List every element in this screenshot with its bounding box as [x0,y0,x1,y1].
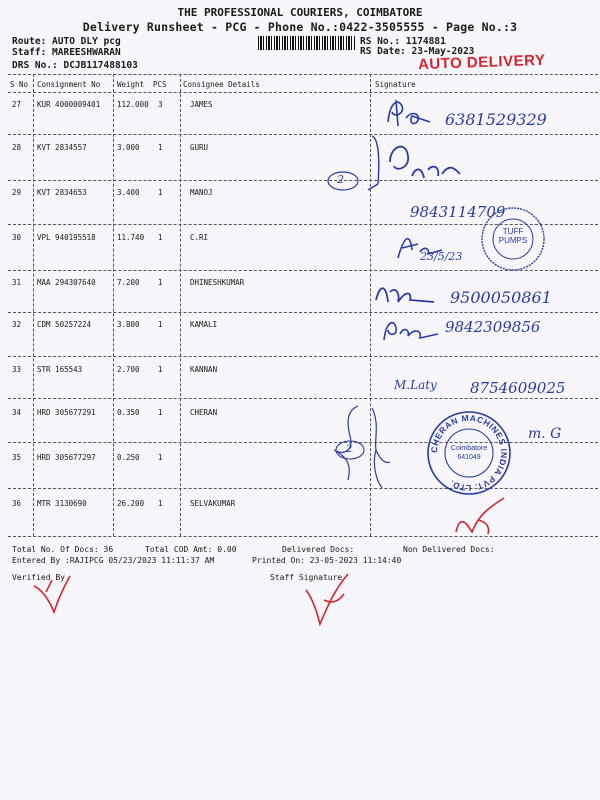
rs-number: RS No.: 1174881 [360,36,446,47]
row-pcs: 1 [158,188,163,197]
row-consignee: CHERAN [190,408,218,417]
row-consignment: KVT 2834653 [37,188,87,197]
row-consignment: STR 165543 [37,365,83,374]
row-consignee: GURU [190,143,209,152]
entered-by: Entered By :RAJIPCG 05/23/2023 11:11:37 AM [12,556,215,565]
col-consignment: Consignment No [37,80,101,89]
row-consignee: SELVAKUMAR [190,499,236,508]
row-sno: 31 [12,278,22,287]
row-pcs: 1 [158,233,163,242]
row-pcs: 1 [158,365,163,374]
name-row-33: M.Laty [394,378,437,392]
red-tick-row-36 [448,492,518,540]
seal-pin: 641049 [457,454,481,461]
signature-row-31 [370,280,440,310]
runsheet-subtitle: Delivery Runsheet - PCG - Phone No.:0422-3505555 - Page No.:3 [82,20,518,34]
phone-row-32: 9842309856 [445,318,541,336]
row-weight: 112.000 [117,100,149,109]
staff-label: Staff: MAREESHWARAN [12,47,121,58]
row-pcs: 1 [158,408,163,417]
col-consignee: Consignee Details [183,80,260,89]
phone-row-29: 9843114709 [410,203,506,221]
row-sno: 29 [12,188,22,197]
row-consignment: KVT 2834557 [37,143,87,152]
phone-row-27: 6381529329 [445,110,547,129]
row-consignment: VPL 940195518 [37,233,96,242]
row-weight: 26.200 [117,499,145,508]
pump-seal-text: TUFF PUMPS [498,227,528,245]
row-weight: 0.250 [117,453,140,462]
row-weight: 0.350 [117,408,140,417]
total-docs: Total No. Of Docs: 36 [12,545,114,554]
row-weight: 2.700 [117,365,140,374]
row-sno: 35 [12,453,22,462]
table-top-rule [8,74,598,75]
row-sno: 36 [12,499,22,508]
route-label: Route: AUTO DLY pcg [12,36,121,47]
seal-city: Coimbatore [450,445,488,452]
auto-delivery-stamp: AUTO DELIVERY [417,51,546,74]
row-consignment: HRD 305677291 [37,408,96,417]
phone-row-33: 8754609025 [470,379,566,397]
phone-row-31: 9500050861 [450,288,552,307]
row-weight: 3.000 [117,143,140,152]
circled-number-a: 2 [337,173,344,186]
row-consignee: DHINESHKUMAR [190,278,245,287]
company-title: THE PROFESSIONAL COURIERS, COIMBATORE [177,6,423,19]
brace-annotation [328,400,398,496]
rs-date: RS Date: 23-May-2023 [360,46,475,57]
row-sno: 28 [12,143,22,152]
row-pcs: 1 [158,278,163,287]
delivered-docs: Delivered Docs: [282,545,355,554]
row-consignee: JAMES [190,100,213,109]
row-consignment: MTR 3130690 [37,499,87,508]
row-weight: 3.800 [117,320,140,329]
col-pcs: PCS [153,80,167,89]
row-consignment: MAA 294307640 [37,278,96,287]
col-signature: Signature [375,80,416,89]
row-weight: 7.200 [117,278,140,287]
drs-number: DRS No.: DCJB117488103 [12,60,138,71]
row-consignment: KUR 4000009401 [37,100,101,109]
table-header-rule [8,92,598,93]
red-tick-staff [298,570,358,630]
row-sno: 27 [12,100,22,109]
row-pcs: 1 [158,320,163,329]
circled-number-b: 2 [346,444,353,455]
red-tick-verified [28,572,78,618]
verified-by: Verified By [12,573,65,582]
row-sno: 33 [12,365,22,374]
col-sno: S No [10,80,29,89]
row-weight: 11.740 [117,233,145,242]
signature-row-32 [378,314,442,344]
row-consignee: C.RI [190,233,209,242]
col-weight: Weight [117,80,145,89]
row-pcs: 3 [158,100,163,109]
row-consignment: HRD 305677297 [37,453,96,462]
row-pcs: 1 [158,453,163,462]
row-sno: 30 [12,233,22,242]
staff-signature: Staff Signature [270,573,343,582]
row-pcs: 1 [158,143,163,152]
barcode [258,36,356,50]
row-weight: 3.400 [117,188,140,197]
printed-on: Printed On: 23-05-2023 11:14:40 [252,556,402,565]
non-delivered-docs: Non Delivered Docs: [403,545,495,554]
row-pcs: 1 [158,499,163,508]
row-consignee: KAMALI [190,320,218,329]
seal-ring-text: CHERAN MACHINES INDIA PVT. LTD. [428,412,510,494]
row-sno: 34 [12,408,22,417]
total-cod: Total COD Amt: 0.00 [145,545,237,554]
row-sno: 32 [12,320,22,329]
signature-row-34: m. G [528,426,562,442]
date-row-30: 23/5/23 [420,250,463,263]
row-consignee: KANNAN [190,365,218,374]
row-consignment: CDM 50257224 [37,320,92,329]
seal-center [446,444,492,462]
row-consignee: MANOJ [190,188,213,197]
